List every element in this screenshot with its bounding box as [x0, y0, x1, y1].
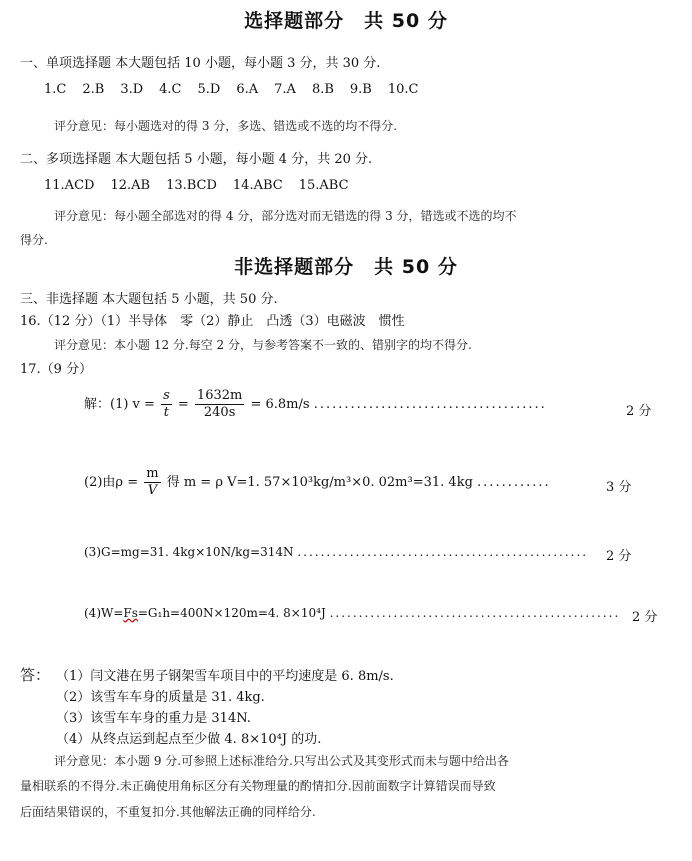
step3-score: 2 分	[606, 549, 632, 564]
part2-note-line2: 得分.	[20, 233, 48, 247]
leader-dots: ............	[477, 475, 551, 490]
answer-11: 11.ACD	[44, 178, 95, 193]
answer-5: 5.D	[197, 82, 221, 97]
step4-text-a: (4)W=	[84, 606, 124, 620]
fraction-distance-over-time	[195, 388, 244, 421]
section-title-choice: 选择题部分 共 50 分	[244, 10, 448, 32]
answer-1: 1.C	[44, 82, 67, 97]
part2-answers	[44, 178, 349, 193]
answer-7: 7.A	[274, 82, 296, 97]
fraction-m-over-v	[144, 466, 160, 499]
final-note-line1: 评分意见：本小题 9 分.可参照上述标准给分.只写出公式及其变形式而未与题中给出各	[54, 754, 509, 768]
q17-label: 17.（9 分）	[20, 362, 93, 377]
answer-15: 15.ABC	[298, 178, 349, 193]
step2-rest: 得 m = ρ V=1. 57×10³kg/m³×0. 02m³=31. 4kg	[166, 475, 473, 490]
answer-8: 8.B	[311, 82, 334, 97]
step2-prefix: (2)由ρ =	[84, 475, 139, 490]
answer-3: 3.D	[120, 82, 144, 97]
conclusion-4: （4）从终点运到起点至少做 4. 8×10⁴J 的功.	[56, 732, 322, 747]
part1-answers	[44, 82, 419, 97]
answer-9: 9.B	[349, 82, 372, 97]
final-note-line3: 后面结果错误的，不重复扣分.其他解法正确的同样给分.	[20, 805, 316, 819]
step3-text: (3)G=mg=31. 4kg×10N/kg=314N	[84, 545, 294, 559]
fraction-numerator: s	[163, 388, 170, 403]
fraction-denominator: V	[147, 483, 158, 498]
answer-label: 答：	[20, 666, 51, 684]
q17-step1	[84, 388, 547, 421]
step2-score: 3 分	[606, 480, 632, 495]
answer-13: 13.BCD	[166, 178, 217, 193]
final-note-line2: 量相联系的不得分.未正确使用角标区分有关物理量的酌情扣分.因前面数字计算错误而导致	[20, 779, 496, 793]
step1-prefix: 解：(1) v =	[84, 397, 155, 412]
part2-header: 二、多项选择题 本大题包括 5 小题，每小题 4 分，共 20 分.	[20, 152, 373, 167]
step1-score: 2 分	[626, 404, 652, 419]
leader-dots: ..................................................	[297, 545, 589, 559]
part3-header: 三、非选择题 本大题包括 5 小题，共 50 分.	[20, 292, 278, 307]
step1-result: = 6.8m/s	[250, 397, 310, 412]
fraction-denominator: t	[163, 405, 170, 420]
part2-note-line1: 评分意见：每小题全部选对的得 4 分，部分选对而无错选的得 3 分，错选或不选的均不	[54, 209, 517, 223]
q17-step4	[84, 606, 620, 620]
equals-sign: =	[177, 397, 189, 412]
conclusion-1: （1）闫文港在男子钢架雪车项目中的平均速度是 6. 8m/s.	[56, 669, 394, 684]
fraction-denominator: 240s	[203, 405, 236, 420]
conclusion-2: （2）该雪车车身的质量是 31. 4kg.	[56, 690, 265, 705]
section-title-nonchoice: 非选择题部分 共 50 分	[234, 256, 458, 278]
answer-14: 14.ABC	[232, 178, 283, 193]
part1-note: 评分意见：每小题选对的得 3 分，多选、错选或不选的均不得分.	[54, 119, 398, 133]
fraction-numerator: m	[146, 466, 159, 481]
step4-text-b: Fs	[123, 606, 138, 620]
answer-2: 2.B	[82, 82, 105, 97]
fraction-s-over-t	[161, 388, 172, 421]
part1-header: 一、单项选择题 本大题包括 10 小题，每小题 3 分，共 30 分.	[20, 56, 381, 71]
step4-score: 2 分	[632, 610, 658, 625]
answer-10: 10.C	[387, 82, 419, 97]
fraction-numerator: 1632m	[196, 388, 243, 403]
q17-step2	[84, 466, 551, 499]
leader-dots: ......................................	[313, 397, 547, 412]
leader-dots: ..................................................	[329, 606, 621, 620]
q17-step3	[84, 545, 588, 559]
q16-answer: 16.（12 分）（1）半导体 零（2）静止 凸透（3）电磁波 惯性	[20, 314, 405, 329]
step4-text-c: =G₁h=400N×120m=4. 8×10⁴J	[137, 606, 326, 620]
answer-12: 12.AB	[110, 178, 151, 193]
answer-4: 4.C	[159, 82, 182, 97]
q16-note: 评分意见：本小题 12 分.每空 2 分，与参考答案不一致的、错别字的均不得分.	[54, 338, 472, 352]
answer-6: 6.A	[236, 82, 259, 97]
conclusion-3: （3）该雪车车身的重力是 314N.	[56, 711, 251, 726]
